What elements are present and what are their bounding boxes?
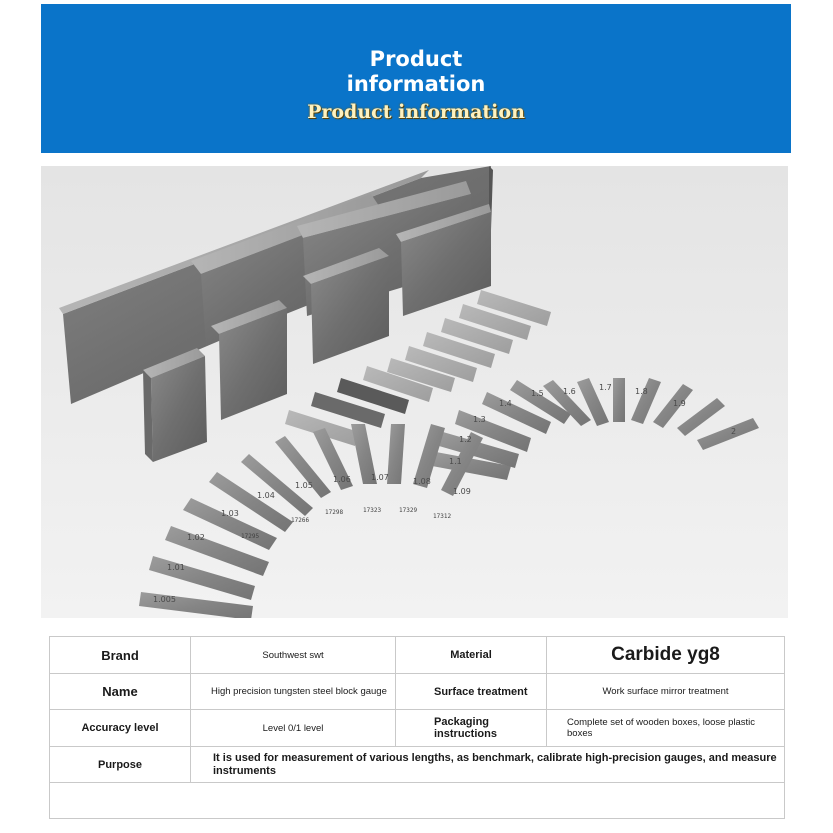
brand-value: Southwest swt [191, 637, 396, 674]
spec-row-accuracy [50, 710, 785, 747]
mark-14: 1.4 [499, 399, 512, 408]
serial-6: 17312 [433, 513, 452, 520]
name-value: High precision tungsten steel block gauge [191, 674, 396, 710]
packaging-label: Packaging instructions [396, 710, 547, 747]
purpose-label: Purpose [50, 747, 191, 783]
mark-105: 1.05 [295, 481, 313, 490]
packaging-value: Complete set of wooden boxes, loose plastic boxes [547, 710, 785, 747]
spec-row-purpose [50, 747, 785, 783]
serial-5: 17329 [399, 507, 418, 514]
mark-106: 1.06 [333, 475, 351, 484]
brand-label: Brand [50, 637, 191, 674]
mark-108: 1.08 [413, 477, 431, 486]
product-photo [41, 166, 788, 618]
spec-row-brand [50, 637, 785, 674]
mark-107: 1.07 [371, 473, 389, 482]
material-value: Carbide yg8 [547, 637, 785, 674]
serial-3: 17298 [325, 509, 344, 516]
mark-101: 1.01 [167, 563, 185, 572]
banner-title: Product information [346, 47, 486, 96]
mark-103: 1.03 [221, 509, 239, 518]
left-arc-gauges [139, 424, 483, 618]
spec-table [49, 636, 785, 819]
surface-treatment-label: Surface treatment [396, 674, 547, 710]
name-label: Name [50, 674, 191, 710]
mark-19: 1.9 [673, 399, 686, 408]
banner-subtitle: Product information [307, 101, 525, 123]
accuracy-label: Accuracy level [50, 710, 191, 747]
accuracy-value: Level 0/1 level [191, 710, 396, 747]
material-label: Material [396, 637, 547, 674]
purpose-value: It is used for measurement of various lengths, as benchmark, calibrate high-precision gauges, and measure instruments [191, 747, 785, 783]
mark-12: 1.2 [459, 435, 472, 444]
mark-109: 1.09 [453, 487, 471, 496]
serial-4: 17323 [363, 507, 382, 514]
right-arc-gauges [432, 378, 759, 480]
header-banner [41, 4, 791, 153]
mark-18: 1.8 [635, 387, 648, 396]
serial-2: 17266 [291, 517, 310, 524]
mark-17: 1.7 [599, 383, 612, 392]
serial-1: 17295 [241, 533, 260, 540]
gauge-blocks-illustration [41, 166, 788, 618]
spec-row-empty [50, 783, 785, 819]
mark-13: 1.3 [473, 415, 486, 424]
mark-15: 1.5 [531, 389, 544, 398]
spec-row-name [50, 674, 785, 710]
mark-104: 1.04 [257, 491, 275, 500]
mark-102: 1.02 [187, 533, 205, 542]
mark-11: 1.1 [449, 457, 462, 466]
mark-16: 1.6 [563, 387, 576, 396]
surface-treatment-value: Work surface mirror treatment [547, 674, 785, 710]
empty-cell [50, 783, 785, 819]
mark-1005: 1.005 [153, 595, 176, 604]
mark-2: 2 [731, 427, 737, 436]
